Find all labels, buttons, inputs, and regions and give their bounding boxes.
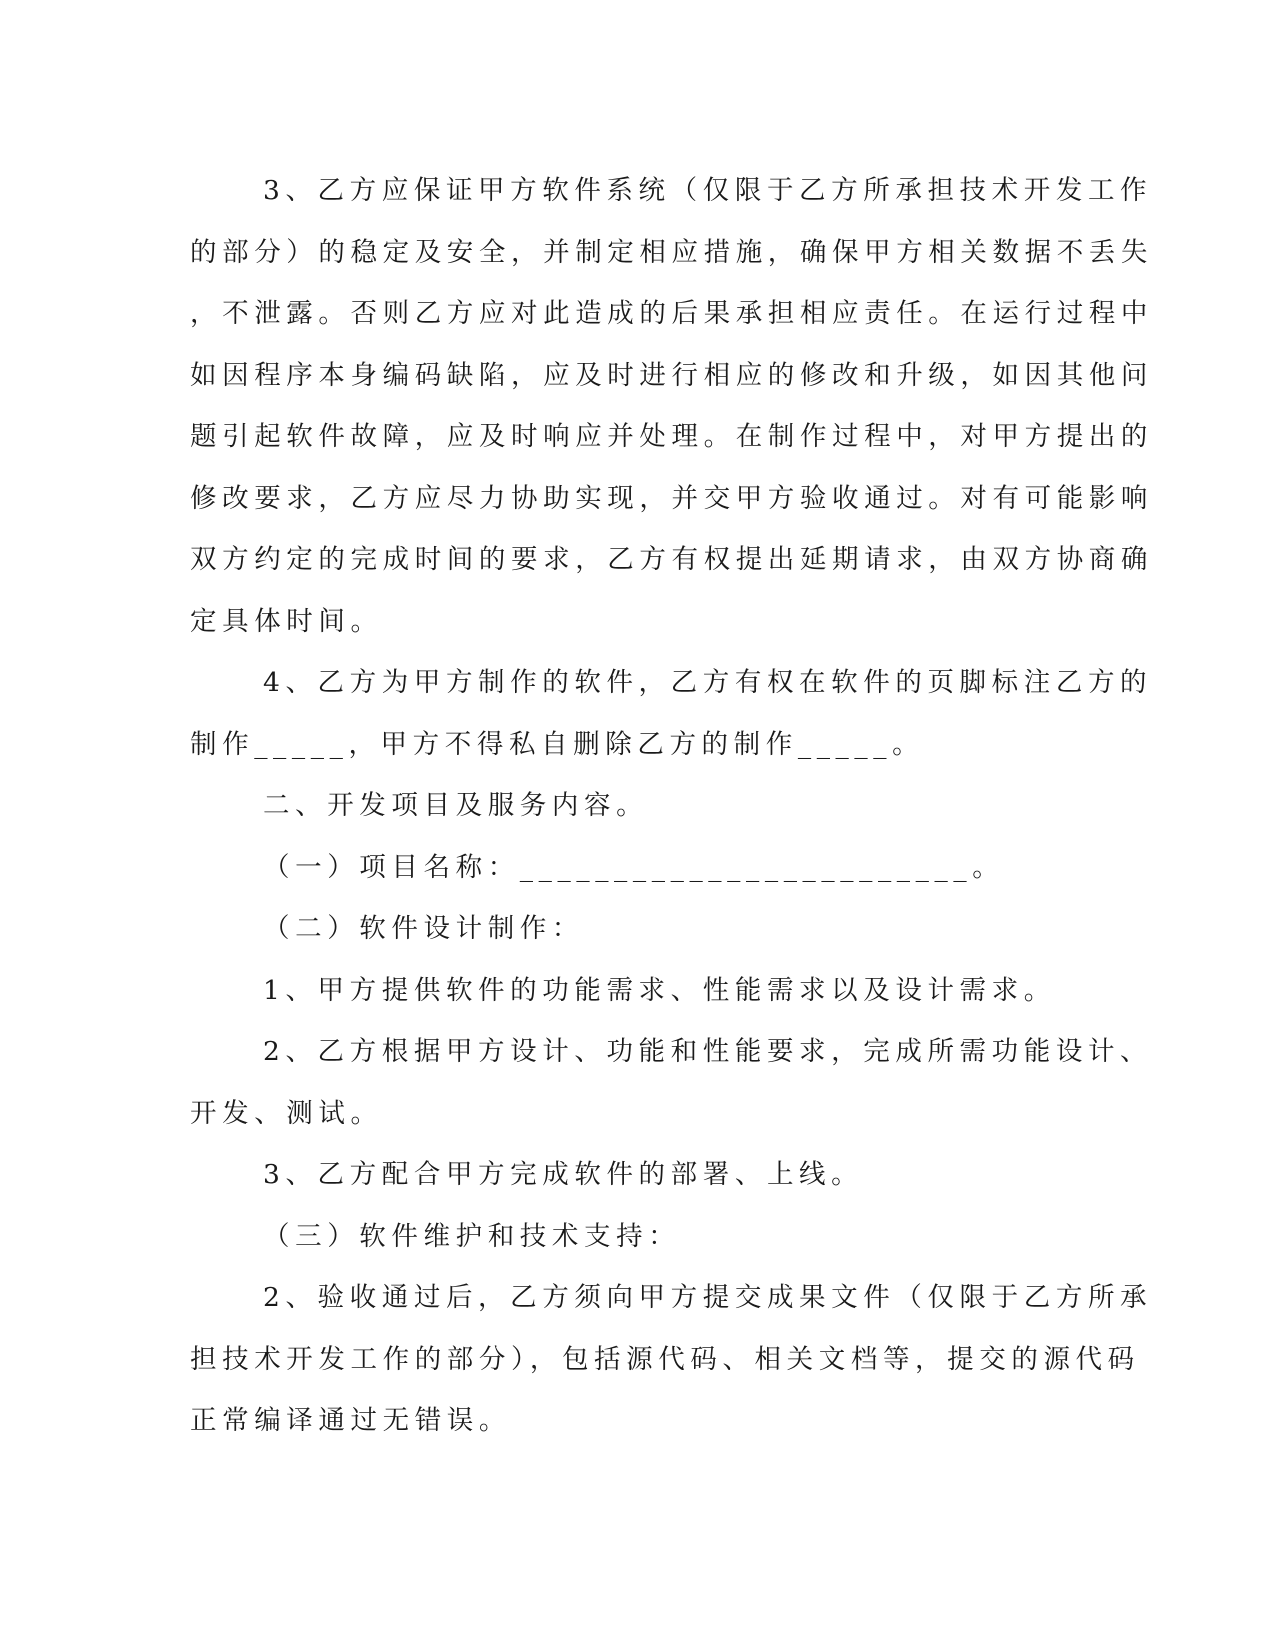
paragraph-line: 开发、测试。 — [190, 1097, 383, 1129]
paragraph-line: 双方约定的完成时间的要求，乙方有权提出延期请求，由双方协商确 — [190, 544, 1153, 575]
document-body — [190, 160, 1153, 1452]
paragraph-line: 定具体时间。 — [190, 605, 383, 637]
paragraph-line: 2、验收通过后，乙方须向甲方提交成果文件（仅限于乙方所承 — [263, 1282, 1153, 1313]
paragraph-line: 如因程序本身编码缺陷，应及时进行相应的修改和升级，如因其他问 — [190, 359, 1153, 391]
paragraph-line: 制作_____，甲方不得私自删除乙方的制作_____。 — [190, 728, 925, 760]
section-heading: 二、开发项目及服务内容。 — [263, 790, 649, 821]
paragraph-line: 3、乙方应保证甲方软件系统（仅限于乙方所承担技术开发工作 — [263, 175, 1153, 206]
paragraph-line: 的部分）的稳定及安全，并制定相应措施，确保甲方相关数据不丢失 — [190, 236, 1153, 268]
paragraph-line: 4、乙方为甲方制作的软件，乙方有权在软件的页脚标注乙方的 — [263, 667, 1153, 698]
paragraph-line: 3、乙方配合甲方完成软件的部署、上线。 — [263, 1159, 864, 1190]
paragraph-line: 修改要求，乙方应尽力协助实现，并交甲方验收通过。对有可能影响 — [190, 482, 1153, 514]
paragraph-line: 担技术开发工作的部分），包括源代码、相关文档等，提交的源代码 — [190, 1343, 1140, 1375]
paragraph-line: 2、乙方根据甲方设计、功能和性能要求，完成所需功能设计、 — [263, 1036, 1153, 1067]
paragraph-line: ，不泄露。否则乙方应对此造成的后果承担相应责任。在运行过程中 — [190, 298, 1153, 329]
subsection-heading: （二）软件设计制作： — [263, 913, 584, 944]
paragraph-line: 题引起软件故障，应及时响应并处理。在制作过程中，对甲方提出的 — [190, 421, 1153, 452]
paragraph-line: 正常编译通过无错误。 — [190, 1405, 511, 1436]
subsection-heading: （三）软件维护和技术支持： — [263, 1220, 681, 1252]
subsection-heading: （一）项目名称：________________________。 — [263, 851, 1005, 883]
paragraph-line: 1、甲方提供软件的功能需求、性能需求以及设计需求。 — [263, 974, 1056, 1006]
